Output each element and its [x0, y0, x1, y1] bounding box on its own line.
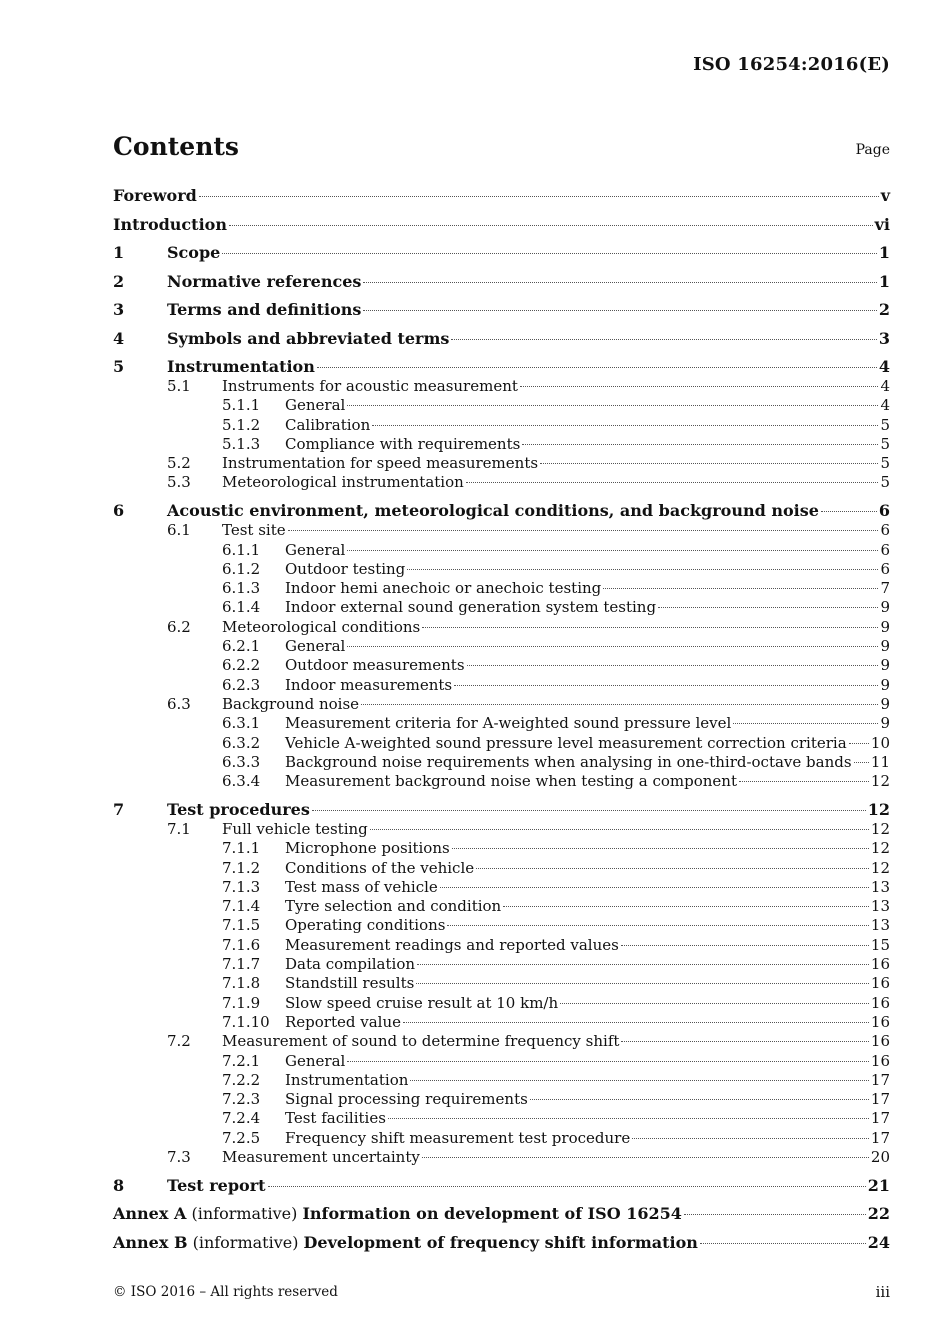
toc-entry[interactable]: [113, 974, 890, 993]
toc-entry[interactable]: [113, 215, 890, 235]
toc-entry-number: 5.3: [167, 473, 191, 492]
toc-entry-page: 12: [870, 819, 890, 838]
toc-entry-number: 5.1.3: [222, 434, 261, 453]
toc-entry-title: Microphone positions: [285, 839, 450, 858]
toc-entry[interactable]: [113, 598, 890, 617]
toc-entry-page: 9: [880, 675, 890, 694]
toc-entry-page: 13: [870, 877, 890, 896]
toc-entry-title-part: Information on development of ISO 16254: [302, 1204, 682, 1224]
toc-dot-leader: [447, 925, 868, 926]
toc-entry-number: 7.1.9: [222, 993, 261, 1012]
toc-dot-leader: [522, 444, 878, 445]
toc-entry-number: 1: [113, 243, 125, 262]
toc-dot-leader: [467, 665, 879, 666]
toc-entry-page: v: [880, 186, 890, 205]
toc-entry-title: Compliance with requirements: [285, 434, 521, 453]
toc-entry-title-part: (informative): [186, 1204, 303, 1224]
toc-entry-page: 4: [880, 377, 890, 395]
toc-dot-leader: [603, 588, 878, 589]
toc-entry[interactable]: [113, 878, 890, 897]
toc-entry-page: 5: [880, 454, 890, 473]
toc-entry-title: Background noise: [222, 694, 360, 713]
toc-entry[interactable]: [113, 1052, 890, 1071]
toc-entry-title: Measurement background noise when testing a component: [285, 772, 737, 791]
toc-entry-page: 17: [870, 1109, 890, 1128]
toc-entry-number: 6.2.3: [222, 675, 261, 694]
toc-entry[interactable]: [113, 1204, 890, 1224]
toc-entry-page: 4: [878, 357, 890, 376]
toc-entry-page: 6: [878, 501, 890, 521]
toc-entry-title: Operating conditions: [285, 916, 446, 935]
toc-entry-number: 5.1.2: [222, 415, 261, 434]
toc-entry[interactable]: [113, 416, 890, 435]
toc-entry-number: 5.1: [167, 377, 191, 395]
toc-entry[interactable]: [113, 800, 890, 820]
toc-entry-page: 24: [867, 1232, 890, 1252]
toc-entry-page: vi: [874, 214, 890, 234]
toc-entry-page: 16: [870, 1051, 890, 1070]
toc-entry-page: 6: [880, 540, 890, 559]
toc-entry-title: Test mass of vehicle: [285, 877, 438, 896]
toc-dot-leader: [700, 1243, 866, 1244]
toc-entry-number: 6.1.4: [222, 598, 261, 617]
toc-dot-leader: [347, 646, 878, 647]
toc-dot-leader: [370, 829, 869, 830]
toc-dot-leader: [503, 906, 869, 907]
toc-dot-leader: [632, 1138, 869, 1139]
toc-entry[interactable]: [113, 541, 890, 560]
table-of-contents: [113, 186, 890, 1253]
toc-entry-title: General: [285, 637, 346, 656]
toc-entry-title: Conditions of the vehicle: [285, 858, 475, 877]
toc-entry[interactable]: [113, 955, 890, 974]
toc-entry[interactable]: [113, 656, 890, 675]
toc-entry-title: General: [285, 540, 346, 559]
toc-entry-title: Background noise requirements when analysing in one-third-octave bands: [285, 752, 852, 771]
toc-dot-leader: [530, 1099, 869, 1100]
toc-entry-title: Test procedures: [167, 799, 310, 819]
toc-entry-page: 3: [878, 328, 890, 348]
toc-entry-title: Test report: [167, 1175, 266, 1195]
toc-entry-page: 12: [870, 839, 890, 858]
toc-entry[interactable]: [113, 579, 890, 598]
toc-entry-page: 9: [880, 598, 890, 617]
toc-entry-title: Slow speed cruise result at 10 km/h: [285, 993, 559, 1012]
toc-entry-title: Test facilities: [285, 1109, 386, 1128]
toc-entry-title: Scope: [167, 243, 221, 262]
toc-entry[interactable]: [113, 454, 890, 473]
toc-dot-leader: [422, 627, 878, 628]
toc-entry[interactable]: [113, 329, 890, 349]
toc-dot-leader: [621, 1041, 869, 1042]
toc-dot-leader: [363, 310, 876, 311]
toc-dot-leader: [451, 339, 876, 340]
toc-entry-title-part: Annex A: [113, 1204, 187, 1224]
toc-entry-page: 13: [870, 916, 890, 935]
toc-entry[interactable]: [113, 676, 890, 695]
toc-entry-page: 20: [870, 1147, 890, 1166]
toc-dot-leader: [372, 425, 878, 426]
toc-entry-title: Acoustic environment, meteorological conditions, and background noise: [167, 501, 819, 521]
toc-entry[interactable]: [113, 734, 890, 753]
toc-dot-leader: [658, 607, 878, 608]
toc-entry-page: 16: [870, 1012, 890, 1031]
toc-entry-title: Vehicle A-weighted sound pressure level measurement correction criteria: [285, 733, 847, 752]
toc-entry-number: 8: [113, 1175, 125, 1195]
toc-entry[interactable]: [113, 859, 890, 878]
toc-entry-number: 6.2.1: [222, 637, 261, 656]
toc-entry[interactable]: [113, 521, 890, 540]
toc-entry-number: 5.2: [167, 454, 191, 473]
toc-entry-title: Calibration: [285, 415, 371, 434]
toc-entry-title: Measurement of sound to determine frequency shift: [222, 1032, 620, 1051]
toc-entry-number: 6.2.2: [222, 656, 261, 675]
toc-entry[interactable]: [113, 1233, 890, 1253]
toc-entry-number: 6.1.2: [222, 559, 261, 578]
toc-dot-leader: [317, 367, 877, 368]
toc-entry-title: Reported value: [285, 1012, 402, 1031]
toc-entry-title: Meteorological conditions: [222, 617, 421, 636]
toc-dot-leader: [476, 868, 869, 869]
page-column-label: Page: [855, 142, 890, 158]
toc-entry[interactable]: [113, 1176, 890, 1196]
toc-dot-leader: [560, 1003, 869, 1004]
toc-entry[interactable]: [113, 473, 890, 492]
toc-entry-page: 5: [880, 434, 890, 453]
toc-entry[interactable]: [113, 936, 890, 955]
toc-entry[interactable]: [113, 1109, 890, 1128]
toc-entry[interactable]: [113, 186, 890, 206]
toc-dot-leader: [854, 762, 869, 763]
document-id-header: ISO 16254:2016(E): [693, 54, 890, 75]
footer-page-number: iii: [875, 1283, 890, 1301]
toc-entry-page: 16: [870, 955, 890, 974]
toc-entry-title: Symbols and abbreviated terms: [167, 328, 450, 348]
toc-entry-number: 6.2: [167, 617, 191, 636]
toc-entry-number: 7.2.3: [222, 1090, 261, 1109]
toc-entry-number: 7.2.4: [222, 1109, 261, 1128]
toc-dot-leader: [229, 225, 873, 226]
toc-entry-title-part: Annex B: [113, 1232, 188, 1252]
toc-dot-leader: [388, 1118, 869, 1119]
toc-dot-leader: [540, 463, 878, 464]
toc-entry-page: 9: [880, 714, 890, 733]
toc-dot-leader: [347, 550, 878, 551]
toc-dot-leader: [407, 569, 878, 570]
toc-entry-title: [113, 1204, 682, 1224]
toc-entry[interactable]: [113, 501, 890, 521]
toc-entry[interactable]: [113, 300, 890, 320]
toc-entry[interactable]: [113, 1129, 890, 1148]
toc-dot-leader: [621, 945, 869, 946]
toc-entry-page: 9: [880, 617, 890, 636]
toc-entry-title: Instrumentation for speed measurements: [222, 454, 539, 473]
toc-entry[interactable]: [113, 1032, 890, 1051]
toc-entry-title-part: (informative): [187, 1232, 304, 1252]
toc-entry-number: 7.2: [167, 1032, 191, 1051]
toc-entry-page: 9: [880, 637, 890, 656]
toc-entry[interactable]: [113, 753, 890, 772]
toc-dot-leader: [417, 964, 869, 965]
toc-entry-number: 7.2.5: [222, 1128, 261, 1147]
toc-dot-leader: [347, 1061, 869, 1062]
toc-entry-title: Measurement uncertainty: [222, 1147, 420, 1166]
toc-entry-page: 15: [870, 935, 890, 954]
toc-entry-title: Tyre selection and condition: [285, 897, 502, 916]
toc-dot-leader: [684, 1214, 866, 1215]
toc-entry-title: Indoor external sound generation system testing: [285, 598, 657, 617]
toc-entry-title: General: [285, 1051, 346, 1070]
toc-entry-title: [113, 1233, 698, 1253]
toc-entry-page: 16: [870, 1032, 890, 1051]
toc-entry-title: Outdoor measurements: [285, 656, 465, 675]
toc-entry-title: Measurement criteria for A-weighted sound pressure level: [285, 714, 732, 733]
toc-entry[interactable]: [113, 396, 890, 415]
toc-entry-page: 22: [867, 1204, 890, 1224]
toc-entry-number: 7.1.1: [222, 839, 261, 858]
toc-entry-title: Standstill results: [285, 974, 415, 993]
toc-entry-number: 7.2.1: [222, 1051, 261, 1070]
toc-entry-page: 13: [870, 897, 890, 916]
toc-entry-page: 17: [870, 1090, 890, 1109]
toc-dot-leader: [347, 405, 878, 406]
footer-copyright: © ISO 2016 – All rights reserved: [113, 1284, 338, 1300]
toc-entry-number: 6.3: [167, 694, 191, 713]
toc-entry[interactable]: [113, 916, 890, 935]
toc-entry-title: Full vehicle testing: [222, 819, 368, 838]
toc-entry-number: 7.1: [167, 819, 191, 838]
toc-entry-page: 1: [878, 243, 890, 262]
toc-dot-leader: [821, 511, 877, 512]
toc-entry-page: 4: [880, 396, 890, 415]
toc-entry-number: 2: [113, 271, 125, 291]
toc-dot-leader: [361, 704, 878, 705]
toc-entry[interactable]: [113, 994, 890, 1013]
toc-entry-title: General: [285, 396, 346, 415]
toc-entry-number: 6.3.4: [222, 772, 261, 791]
toc-entry-page: 9: [880, 656, 890, 675]
toc-entry-title: Measurement readings and reported values: [285, 935, 619, 954]
toc-dot-leader: [422, 1157, 869, 1158]
toc-entry-title: Instrumentation: [167, 357, 315, 376]
toc-entry-title: Introduction: [113, 214, 227, 234]
toc-entry-page: 17: [870, 1070, 890, 1089]
toc-dot-leader: [849, 743, 869, 744]
toc-entry-title: Outdoor testing: [285, 559, 406, 578]
toc-entry-title: Frequency shift measurement test procedure: [285, 1128, 631, 1147]
toc-entry-title: Instrumentation: [285, 1070, 409, 1089]
toc-entry-page: 21: [867, 1175, 890, 1195]
toc-entry[interactable]: [113, 435, 890, 454]
toc-entry-title: Terms and definitions: [167, 300, 362, 319]
toc-dot-leader: [733, 723, 878, 724]
toc-entry-page: 9: [880, 694, 890, 713]
toc-entry-title: Indoor hemi anechoic or anechoic testing: [285, 579, 602, 598]
toc-entry-page: 6: [880, 521, 890, 540]
toc-entry[interactable]: [113, 1148, 890, 1167]
toc-entry[interactable]: [113, 272, 890, 292]
toc-entry[interactable]: [113, 772, 890, 791]
toc-dot-leader: [466, 482, 879, 483]
toc-entry-number: 7.1.8: [222, 974, 261, 993]
toc-entry-page: 12: [870, 858, 890, 877]
toc-entry[interactable]: [113, 820, 890, 839]
toc-entry-number: 6.1.3: [222, 579, 261, 598]
toc-entry-page: 16: [870, 974, 890, 993]
toc-entry-number: 7: [113, 799, 125, 819]
toc-entry-number: 5: [113, 357, 125, 376]
toc-entry-page: 10: [870, 733, 890, 752]
toc-entry-number: 7.1.6: [222, 935, 261, 954]
toc-entry-page: 17: [870, 1128, 890, 1147]
toc-entry-number: 6.3.3: [222, 752, 261, 771]
toc-entry-page: 16: [870, 993, 890, 1012]
toc-entry-page: 11: [870, 752, 890, 771]
toc-entry-title: Test site: [222, 521, 286, 540]
toc-dot-leader: [222, 253, 877, 254]
toc-entry-number: 7.2.2: [222, 1070, 261, 1089]
contents-title: Contents: [113, 132, 240, 161]
toc-dot-leader: [268, 1186, 866, 1187]
toc-entry[interactable]: [113, 357, 890, 377]
toc-dot-leader: [410, 1080, 869, 1081]
toc-entry-title: Indoor measurements: [285, 675, 453, 694]
toc-entry[interactable]: [113, 243, 890, 263]
toc-entry-number: 7.1.10: [222, 1012, 270, 1031]
toc-dot-leader: [454, 685, 878, 686]
toc-entry-title: Data compilation: [285, 955, 416, 974]
toc-dot-leader: [199, 196, 879, 197]
toc-entry-number: 6.3.2: [222, 733, 261, 752]
toc-entry-number: 7.1.7: [222, 955, 261, 974]
toc-entry[interactable]: [113, 1013, 890, 1032]
toc-entry-number: 4: [113, 328, 125, 348]
toc-entry-page: 7: [880, 579, 890, 598]
toc-entry-number: 7.1.4: [222, 897, 261, 916]
toc-dot-leader: [312, 810, 866, 811]
toc-entry[interactable]: [113, 1090, 890, 1109]
toc-entry-page: 5: [880, 415, 890, 434]
toc-entry-number: 3: [113, 300, 125, 319]
toc-entry[interactable]: [113, 897, 890, 916]
toc-entry-page: 12: [870, 772, 890, 791]
toc-entry-page: 1: [878, 271, 890, 291]
toc-entry[interactable]: [113, 618, 890, 637]
toc-dot-leader: [288, 530, 879, 531]
toc-entry-page: 2: [878, 300, 890, 319]
toc-entry-number: 7.1.5: [222, 916, 261, 935]
toc-dot-leader: [452, 848, 869, 849]
toc-entry-number: 6.1.1: [222, 540, 261, 559]
toc-entry[interactable]: [113, 839, 890, 858]
toc-dot-leader: [403, 1022, 869, 1023]
toc-entry-title-part: Development of frequency shift information: [303, 1232, 698, 1252]
toc-entry-page: 6: [880, 559, 890, 578]
toc-entry-title: Foreword: [113, 186, 197, 205]
toc-entry[interactable]: [113, 714, 890, 733]
toc-entry[interactable]: [113, 695, 890, 714]
toc-entry-number: 6: [113, 501, 125, 521]
toc-entry-page: 12: [867, 799, 890, 819]
toc-entry-title: Instruments for acoustic measurement: [222, 377, 518, 395]
toc-dot-leader: [440, 887, 869, 888]
toc-entry-title: Signal processing requirements: [285, 1090, 528, 1109]
toc-entry-number: 6.1: [167, 521, 191, 540]
toc-entry[interactable]: [113, 377, 890, 396]
toc-entry[interactable]: [113, 560, 890, 579]
toc-entry-title: Normative references: [167, 271, 362, 291]
toc-dot-leader: [520, 386, 879, 387]
toc-entry-page: 5: [880, 473, 890, 492]
toc-dot-leader: [363, 282, 876, 283]
toc-entry[interactable]: [113, 637, 890, 656]
toc-dot-leader: [416, 983, 869, 984]
toc-entry[interactable]: [113, 1071, 890, 1090]
toc-entry-title: Meteorological instrumentation: [222, 473, 464, 492]
toc-entry-number: 7.1.2: [222, 858, 261, 877]
toc-entry-number: 6.3.1: [222, 714, 261, 733]
toc-entry-number: 7.1.3: [222, 877, 261, 896]
toc-entry-number: 7.3: [167, 1147, 191, 1166]
toc-dot-leader: [739, 781, 869, 782]
toc-entry-number: 5.1.1: [222, 396, 261, 415]
